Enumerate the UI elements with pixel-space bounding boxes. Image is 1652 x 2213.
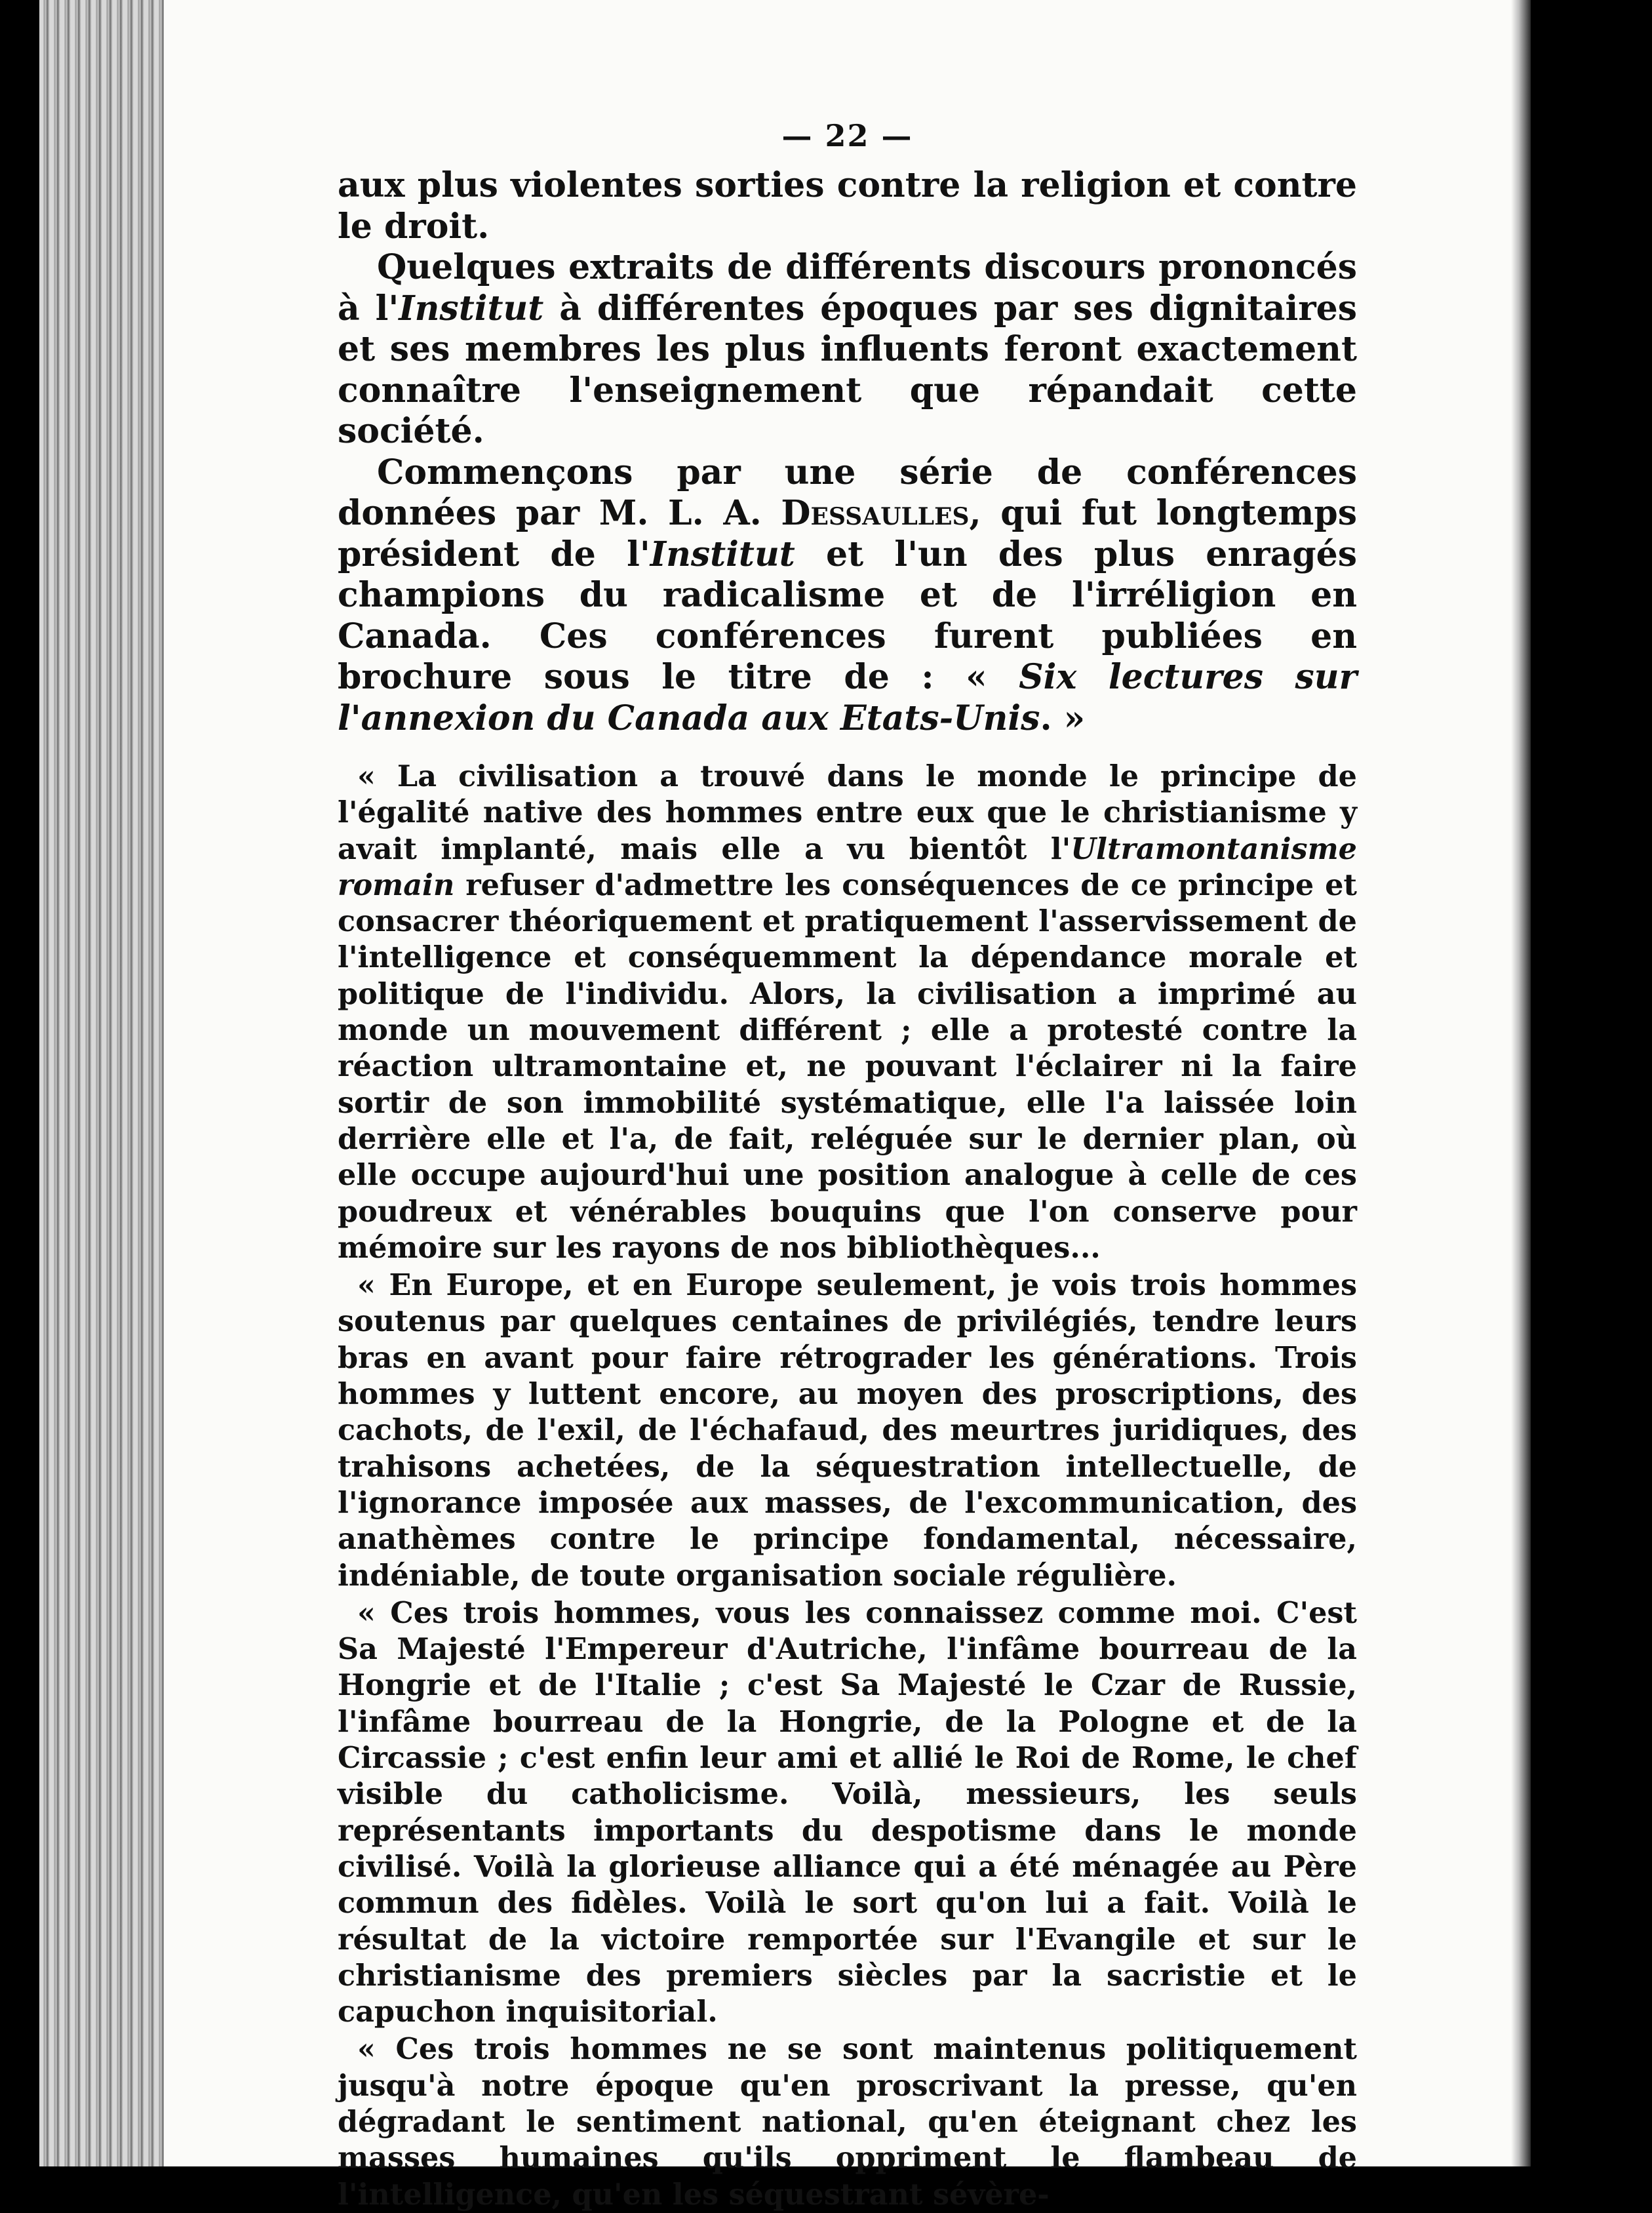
institut-italic: Institut	[399, 288, 544, 329]
quote-europe: « En Europe, et en Europe seulement, je vois trois hommes soutenus par quelques centaines de privilégiés, tendre leurs bras en avant pour faire rétrograder les générations. Trois hommes y luttent encore, au moyen des proscriptions, des cachots, de l'exil, de l'échafaud, des meurtres juridiques, des trahisons achetées, de la séquestration intellectuelle, de l'ignorance imposée aux masses, de l'excommunication, des anathèmes contre le principe fondamental, nécessaire, indéniable, de toute organisation sociale régulière.	[338, 1268, 1357, 1593]
institut-italic-2: Institut	[650, 534, 795, 574]
page-text	[338, 118, 1357, 2213]
paragraph-dessaulles-part-b: , qui fut longtemps président de l'	[338, 493, 1357, 574]
paragraph-extracts-part-a: Quelques extraits de différents discours prononcés à l'	[338, 247, 1357, 329]
quote-maintenus: « Ces trois hommes ne se sont maintenus politiquement jusqu'à notre époque qu'en proscrivant la presse, qu'en dégradant le sentiment national, qu'en éteignant chez les masses humaines qu'ils oppriment le flambeau de l'intelligence, qu'en les séquestrant sévère-	[338, 2032, 1357, 2212]
quote-civilisation-part-a: « La civilisation a trouvé dans le monde le principe de l'égalité native des hommes entre eux que le christianisme y avait implanté, mais elle a vu bientôt l'	[338, 759, 1357, 866]
book-page-edges	[39, 0, 164, 2166]
quote-trois-hommes: « Ces trois hommes, vous les connaissez comme moi. C'est Sa Majesté l'Empereur d'Autriche, l'infâme bourreau de la Hongrie et de l'Italie ; c'est Sa Majesté le Czar de Russie, l'infâme bourreau de la Hongrie, de la Pologne et de la Circassie ; c'est enfin leur ami et allié le Roi de Rome, le chef visible du catholicisme. Voilà, messieurs, les seuls représentants importants du despotisme dans le monde civilisé. Voilà la glorieuse alliance qui a été ménagée au Père commun des fidèles. Voilà le sort qu'on lui a fait. Voilà le résultat de la victoire remportée sur l'Evangile et sur le christianisme des premiers siècles par la sacristie et le capuchon inquisitorial.	[338, 1595, 1357, 2029]
author-name: Dessaulles	[781, 493, 970, 533]
paragraph-dessaulles	[338, 452, 1357, 740]
section-gap	[338, 739, 1357, 759]
quote-civilisation	[338, 759, 1357, 1266]
ultramontanisme-italic: Ultramontanisme romain	[338, 831, 1357, 902]
paragraph-dessaulles-part-c: et l'un des plus enragés champions du radicalisme et de l'irréligion en Canada. Ces conférences furent publiées en brochure sous le titre de : «	[338, 534, 1357, 697]
page-gutter-shadow	[1511, 0, 1531, 2166]
paragraph-dessaulles-part-a: Commençons par une série de conférences données par M. L. A.	[338, 452, 1357, 533]
paragraph-extracts	[338, 247, 1357, 452]
quote-civilisation-part-b: refuser d'admettre les conséquences de ce principe et consacrer théoriquement et pratiquement l'asservissement de l'intelligence et conséquemment la dépendance morale et politique de l'individu. Alors, la civilisation a imprimé au monde un mouvement différent ; elle a protesté contre la réaction ultramontaine et, ne pouvant l'éclairer ni la faire sortir de son immobilité systématique, elle l'a laissée loin derrière elle et l'a, de fait, reléguée sur le dernier plan, où elle occupe aujourd'hui une position analogue à celle de ces poudreux et vénérables bouquins que l'on conserve pour mémoire sur les rayons de nos bibliothèques...	[338, 867, 1357, 1265]
page-number: — 22 —	[781, 118, 913, 153]
paragraph-extracts-part-b: à différentes époques par ses dignitaires et ses membres les plus influents feront exactement connaître l'enseignement que répandait cette société.	[338, 288, 1357, 451]
intro-line: aux plus violentes sorties contre la religion et contre le droit.	[338, 165, 1357, 247]
brochure-title: Six lectures sur l'annexion du Canada aux Etats-Unis	[338, 657, 1357, 738]
scan-background	[1531, 0, 1652, 2166]
paragraph-dessaulles-part-d: . »	[1040, 698, 1086, 738]
